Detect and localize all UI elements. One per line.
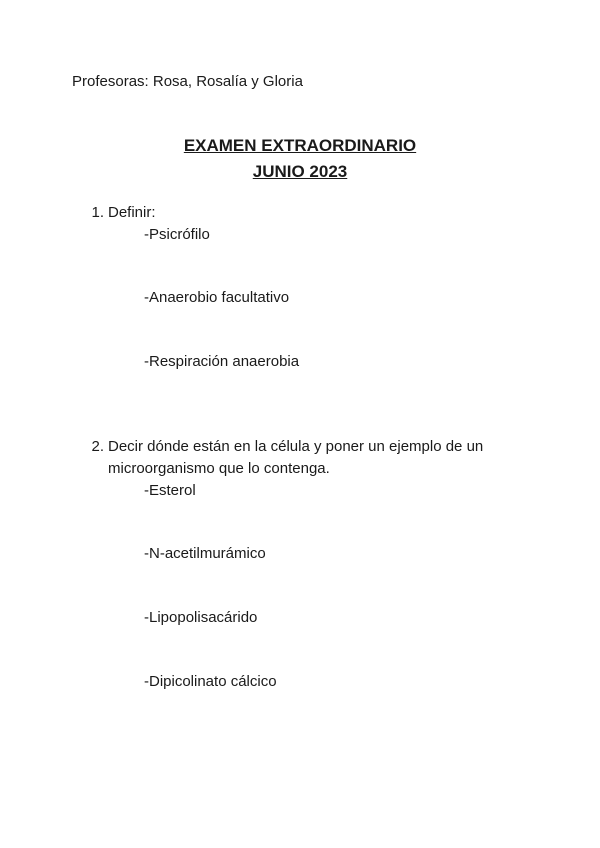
term-item: -Dipicolinato cálcico bbox=[144, 673, 277, 690]
exam-date: JUNIO 2023 bbox=[252, 162, 348, 181]
question-text: Definir: bbox=[108, 204, 156, 221]
term-item: -Esterol bbox=[144, 482, 196, 499]
teachers-line: Profesoras: Rosa, Rosalía y Gloria bbox=[72, 73, 303, 90]
exam-title: EXAMEN EXTRAORDINARIO bbox=[183, 136, 417, 155]
term-item: -Lipopolisacárido bbox=[144, 609, 258, 626]
question-number: 2. bbox=[91, 438, 104, 455]
question-text: Decir dónde están en la célula y poner un ejemplo de un bbox=[108, 438, 484, 455]
question-number: 1. bbox=[91, 204, 104, 221]
term-item: -Psicrófilo bbox=[144, 226, 210, 243]
term-item: -Anaerobio facultativo bbox=[144, 289, 290, 306]
question-text-continued: microorganismo que lo contenga. bbox=[108, 460, 330, 477]
term-item: -Respiración anaerobia bbox=[144, 353, 300, 370]
term-item: -N-acetilmurámico bbox=[144, 545, 266, 562]
